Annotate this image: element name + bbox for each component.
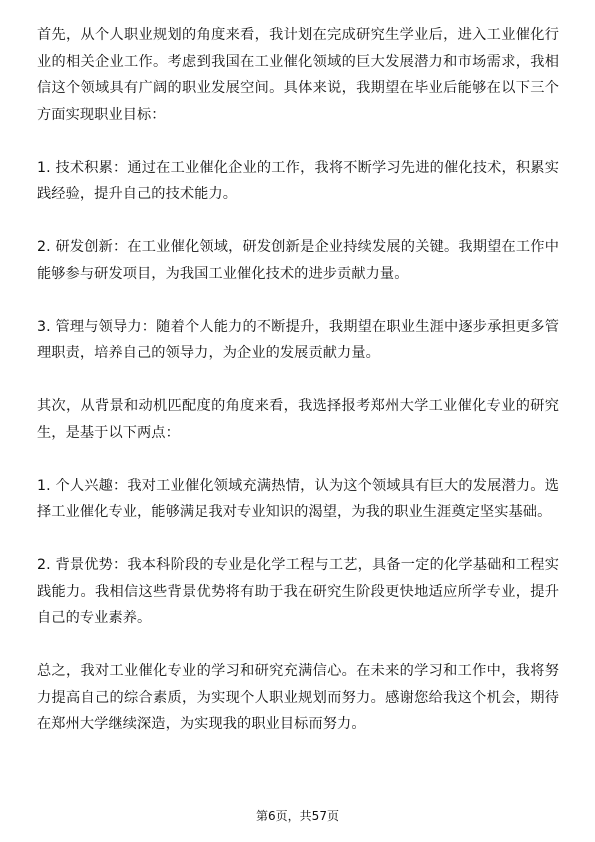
paragraph-personal-interest: 1. 个人兴趣：我对工业催化领域充满热情，认为这个领域具有巨大的发展潜力。选择工业催化专业，能够满足我对专业知识的渴望，为我的职业生涯奠定坚实基础。 bbox=[37, 477, 559, 520]
paragraph-career-plan-intro: 首先，从个人职业规划的角度来看，我计划在完成研究生学业后，进入工业催化行业的相关企业工作。考虑到我国在工业催化领域的巨大发展潜力和市场需求，我相信这个领域具有广阔的职业发展空间。具体来说，我期望在毕业后能够在以下三个方面实现职业目标： bbox=[37, 27, 559, 123]
page-number-footer: 第6页，共57页 bbox=[256, 809, 339, 823]
paragraph-background-motivation-intro: 其次，从背景和动机匹配度的角度来看，我选择报考郑州大学工业催化专业的研究生，是基于以下两点： bbox=[37, 398, 559, 441]
paragraph-goal-technical-accumulation: 1. 技术积累：通过在工业催化企业的工作，我将不断学习先进的催化技术，积累实践经验，提升自己的技术能力。 bbox=[37, 159, 559, 202]
paragraph-background-advantage: 2. 背景优势：我本科阶段的专业是化学工程与工艺，具备一定的化学基础和工程实践能力。我相信这些背景优势将有助于我在研究生阶段更快地适应所学专业，提升自己的专业素养。 bbox=[37, 557, 559, 626]
document-body bbox=[37, 22, 559, 764]
paragraph-goal-management-leadership: 3. 管理与领导力：随着个人能力的不断提升，我期望在职业生涯中逐步承担更多管理职责，培养自己的领导力，为企业的发展贡献力量。 bbox=[37, 318, 559, 361]
paragraph-goal-rd-innovation: 2. 研发创新：在工业催化领域，研发创新是企业持续发展的关键。我期望在工作中能够参与研发项目，为我国工业催化技术的进步贡献力量。 bbox=[37, 239, 559, 282]
paragraph-conclusion: 总之，我对工业催化专业的学习和研究充满信心。在未来的学习和工作中，我将努力提高自己的综合素质，为实现个人职业规划而努力。感谢您给我这个机会，期待在郑州大学继续深造，为实现我的职业目标而努力。 bbox=[37, 663, 559, 732]
